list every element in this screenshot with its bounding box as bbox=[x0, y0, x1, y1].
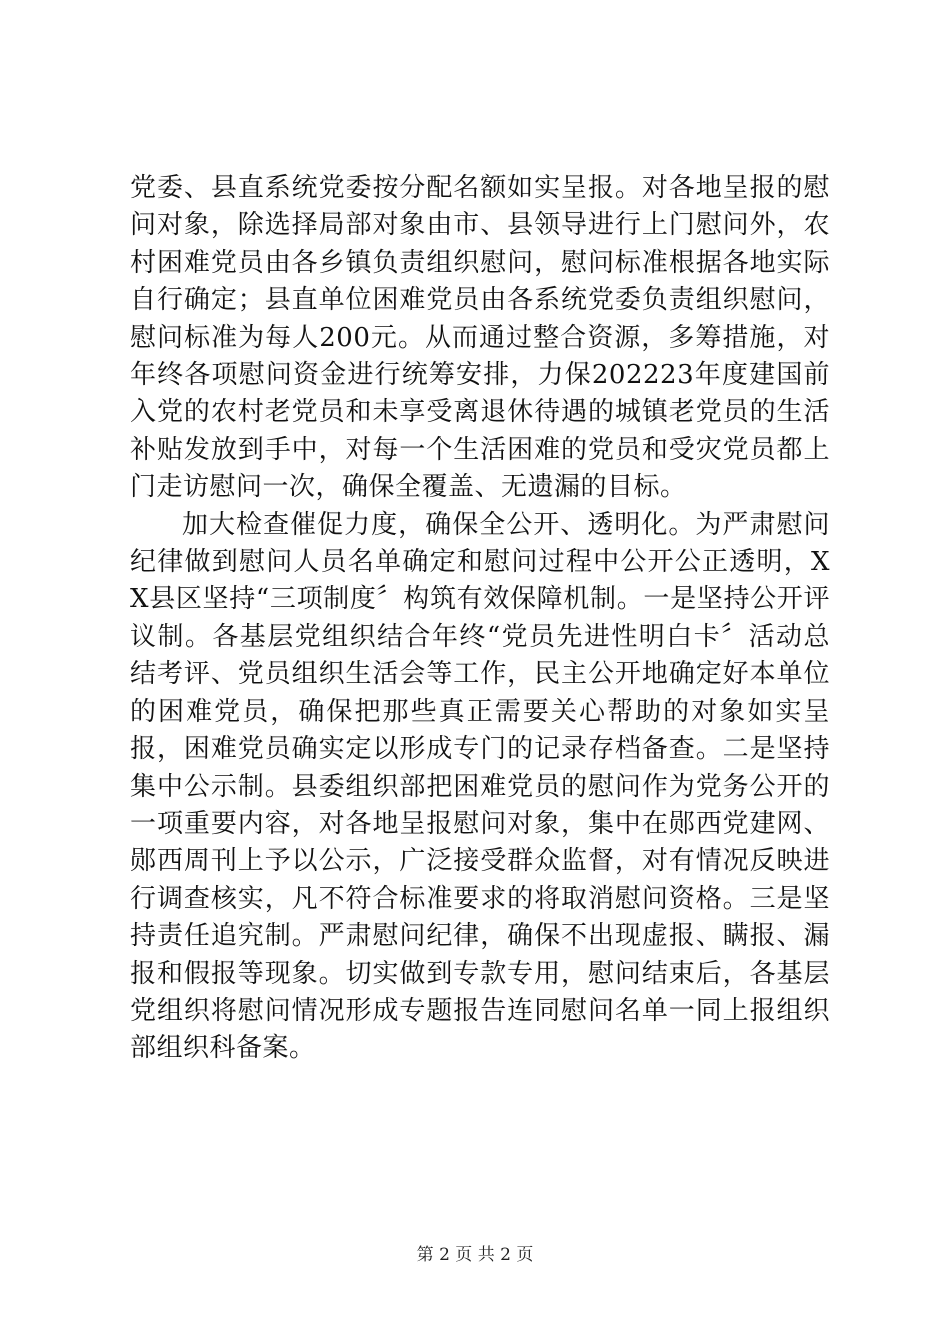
page-footer: 第 2 页 共 2 页 bbox=[416, 1245, 534, 1265]
paragraph-inspection: 加大检查催促力度，确保全公开、透明化。为严肃慰问纪律做到慰问人员名单确定和慰问过程中公开公正透明，XX县区坚持“三项制度〞构筑有效保障机制。一是坚持公开评议制。各基层党组织结合年终“党员先进性明白卡〞活动总结考评、党员组织生活会等工作，民主公开地确定好本单位的困难党员，确保把那些真正需要关心帮助的对象如实呈报，困难党员确实定以形成专门的记录存档备查。二是坚持集中公示制。县委组织部把困难党员的慰问作为党务公开的一项重要内容，对各地呈报慰问对象，集中在郧西党建网、郧西周刊上予以公示，广泛接受群众监督，对有情况反映进行调查核实，凡不符合标准要求的将取消慰问资格。三是坚持责任追究制。严肃慰问纪律，确保不出现虚报、瞒报、漏报和假报等现象。切实做到专款专用，慰问结束后，各基层党组织将慰问情况形成专题报告连同慰问名单一同上报组织部组织科备案。 bbox=[130, 509, 830, 1064]
document-body bbox=[130, 170, 830, 1068]
paragraph-continued: 党委、县直系统党委按分配名额如实呈报。对各地呈报的慰问对象，除选择局部对象由市、县领导进行上门慰问外，农村困难党员由各乡镇负责组织慰问，慰问标准根据各地实际自行确定；县直单位困难党员由各系统党委负责组织慰问，慰问标准为每人200元。从而通过整合资源，多筹措施，对年终各项慰问资金进行统筹安排，力保202223年度建国前入党的农村老党员和未享受离退休待遇的城镇老党员的生活补贴发放到手中，对每一个生活困难的党员和受灾党员都上门走访慰问一次，确保全覆盖、无遗漏的目标。 bbox=[130, 173, 830, 503]
